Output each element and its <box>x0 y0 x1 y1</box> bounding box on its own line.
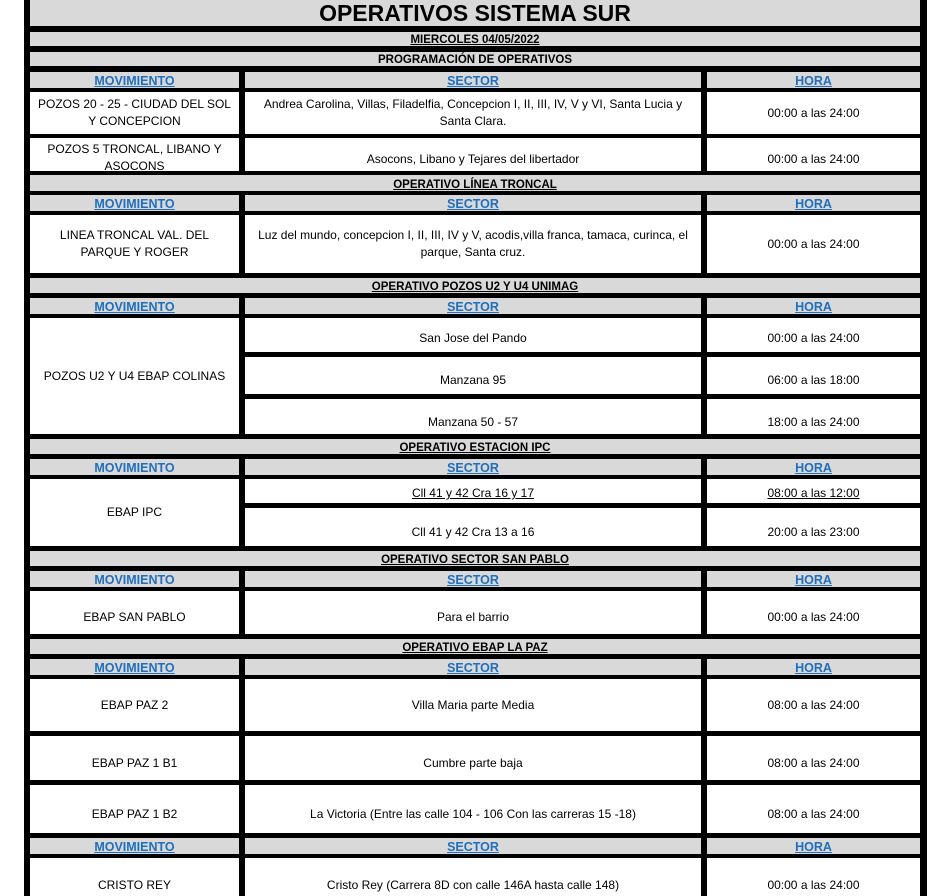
cell-hora: 20:00 a las 23:00 <box>707 508 920 546</box>
cell-hora: 18:00 a las 24:00 <box>707 399 920 434</box>
header-movimiento: MOVIMIENTO <box>30 195 239 211</box>
cell-sector: Cumbre parte baja <box>245 736 701 780</box>
header-sector: SECTOR <box>245 659 701 675</box>
cell-sector: Villa Maria parte Media <box>245 679 701 731</box>
column-header-row <box>24 459 927 475</box>
header-sector: SECTOR <box>245 571 701 587</box>
header-sector: SECTOR <box>245 72 701 88</box>
header-sector: SECTOR <box>245 298 701 314</box>
cell-sector: La Victoria (Entre las calle 104 - 106 Con las carreras 15 -18) <box>245 785 701 833</box>
table-row <box>24 215 927 273</box>
cell-sector: Cristo Rey (Carrera 8D con calle 146A hasta calle 148) <box>245 858 701 896</box>
section-title-row <box>24 278 927 293</box>
table-row <box>24 92 927 134</box>
cell-movimiento: LINEA TRONCAL VAL. DEL PARQUE Y ROGER <box>30 215 239 273</box>
table-row <box>24 138 927 171</box>
cell-movimiento: EBAP SAN PABLO <box>30 591 239 634</box>
cell-movimiento: POZOS 20 - 25 - CIUDAD DEL SOL Y CONCEPCION <box>30 92 239 134</box>
cell-sector: Luz del mundo, concepcion I, II, III, IV y V, acodis,villa franca, tamaca, curinca, el parque, Santa cruz. <box>245 215 701 273</box>
cell-hora: 08:00 a las 24:00 <box>707 736 920 780</box>
table-row <box>24 785 927 833</box>
cell-hora: 00:00 a las 24:00 <box>707 138 920 171</box>
table-row <box>24 591 927 634</box>
header-movimiento: MOVIMIENTO <box>30 459 239 475</box>
column-header-row <box>24 571 927 587</box>
column-header-row <box>24 838 927 854</box>
section-title: OPERATIVO EBAP LA PAZ <box>30 639 920 654</box>
column-header-row <box>24 298 927 314</box>
table-row <box>24 679 927 731</box>
cell-hora: 08:00 a las 24:00 <box>707 679 920 731</box>
cell-hora: 08:00 a las 24:00 <box>707 785 920 833</box>
cell-movimiento: POZOS 5 TRONCAL, LIBANO Y ASOCONS <box>30 138 239 171</box>
cell-hora: 00:00 a las 24:00 <box>707 92 920 134</box>
cell-hora: 06:00 a las 18:00 <box>707 357 920 394</box>
header-hora: HORA <box>707 195 920 211</box>
table-row-group <box>24 479 927 546</box>
date-row <box>24 32 927 47</box>
section-title-row <box>24 439 927 454</box>
header-hora: HORA <box>707 298 920 314</box>
header-movimiento: MOVIMIENTO <box>30 838 239 854</box>
header-hora: HORA <box>707 72 920 88</box>
header-movimiento: MOVIMIENTO <box>30 72 239 88</box>
table-row <box>24 858 927 896</box>
cell-sector: San Jose del Pando <box>245 318 701 352</box>
column-header-row <box>24 659 927 675</box>
column-header-row <box>24 72 927 88</box>
cell-movimiento: EBAP IPC <box>30 479 239 546</box>
section-title-row <box>24 551 927 566</box>
cell-hora: 00:00 a las 24:00 <box>707 858 920 896</box>
section-title: OPERATIVO ESTACION IPC <box>30 439 920 454</box>
section-title: OPERATIVO LÍNEA TRONCAL <box>30 175 920 191</box>
cell-hora: 00:00 a las 24:00 <box>707 318 920 352</box>
cell-sector: Para el barrio <box>245 591 701 634</box>
cell-movimiento: CRISTO REY <box>30 858 239 896</box>
header-hora: HORA <box>707 659 920 675</box>
header-sector: SECTOR <box>245 838 701 854</box>
header-sector: SECTOR <box>245 459 701 475</box>
operativos-sheet <box>24 0 927 896</box>
header-sector: SECTOR <box>245 195 701 211</box>
cell-sector: Asocons, Libano y Tejares del libertador <box>245 138 701 171</box>
cell-sector: Manzana 95 <box>245 357 701 394</box>
cell-sector: Andrea Carolina, Villas, Filadelfia, Concepcion I, II, III, IV, V y VI, Santa Lucia y Santa Clara. <box>245 92 701 134</box>
cell-movimiento: EBAP PAZ 1 B1 <box>30 736 239 780</box>
cell-sector: Cll 41 y 42 Cra 13 a 16 <box>245 508 701 546</box>
cell-movimiento: POZOS U2 Y U4 EBAP COLINAS <box>30 318 239 434</box>
column-header-row <box>24 195 927 211</box>
cell-sector: Cll 41 y 42 Cra 16 y 17 <box>245 479 701 503</box>
table-row-group <box>24 318 927 434</box>
cell-hora: 00:00 a las 24:00 <box>707 591 920 634</box>
header-movimiento: MOVIMIENTO <box>30 298 239 314</box>
page-title: OPERATIVOS SISTEMA SUR <box>30 0 920 26</box>
cell-sector: Manzana 50 - 57 <box>245 399 701 434</box>
section-title: PROGRAMACIÓN DE OPERATIVOS <box>30 52 920 66</box>
header-movimiento: MOVIMIENTO <box>30 659 239 675</box>
header-movimiento: MOVIMIENTO <box>30 571 239 587</box>
cell-movimiento: EBAP PAZ 1 B2 <box>30 785 239 833</box>
section-title: OPERATIVO SECTOR SAN PABLO <box>30 551 920 566</box>
title-row <box>24 0 927 28</box>
section-title: OPERATIVO POZOS U2 Y U4 UNIMAG <box>30 278 920 293</box>
header-hora: HORA <box>707 571 920 587</box>
cell-movimiento: EBAP PAZ 2 <box>30 679 239 731</box>
report-date: MIERCOLES 04/05/2022 <box>30 32 920 46</box>
table-row <box>24 736 927 780</box>
section-title-row <box>24 52 927 66</box>
section-title-row <box>24 639 927 654</box>
header-hora: HORA <box>707 459 920 475</box>
cell-hora: 00:00 a las 24:00 <box>707 215 920 273</box>
section-title-row <box>24 175 927 191</box>
cell-hora: 08:00 a las 12:00 <box>707 479 920 503</box>
header-hora: HORA <box>707 838 920 854</box>
